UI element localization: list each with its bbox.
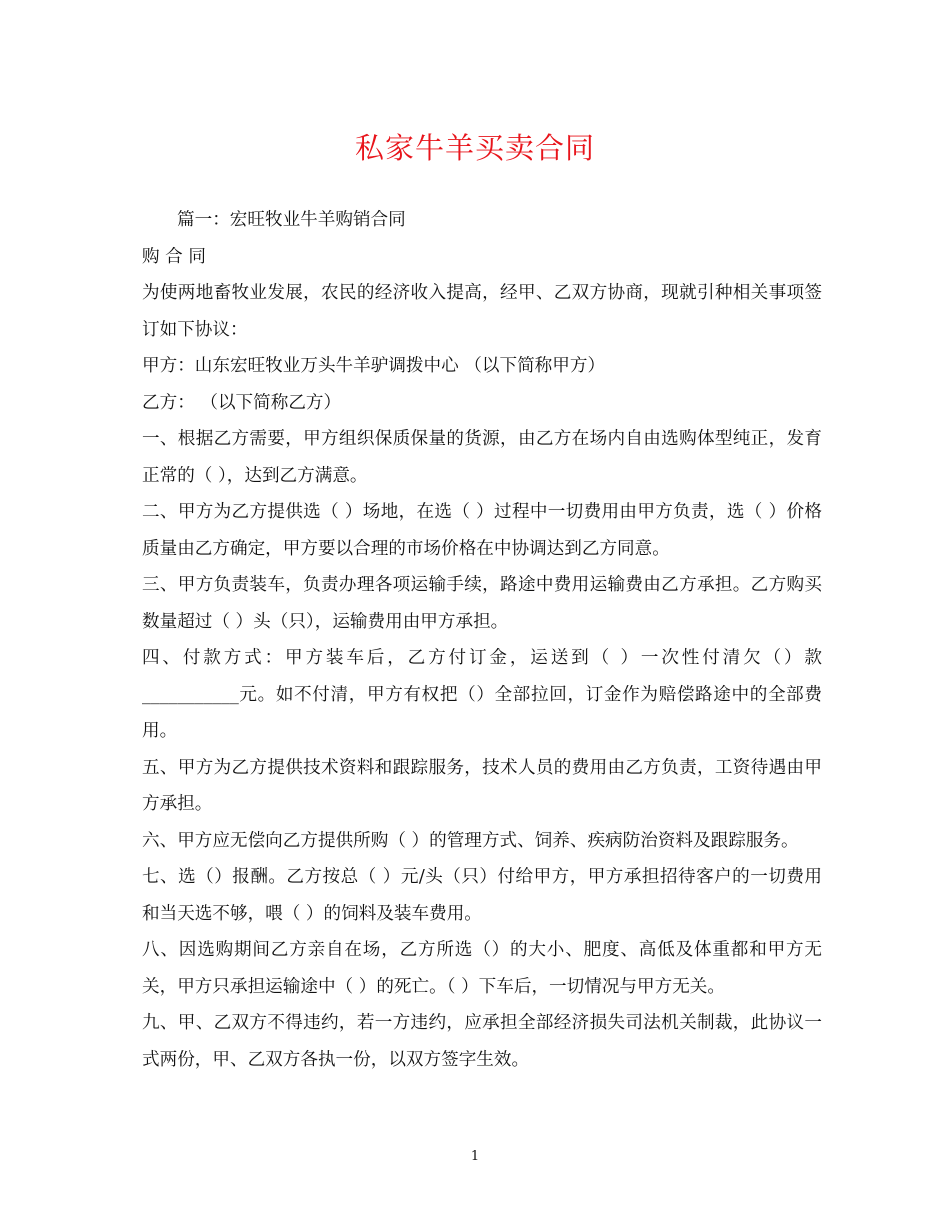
document-title: 私家牛羊买卖合同 <box>354 131 595 165</box>
clause-7: 七、选（）报酬。乙方按总（ ）元/头（只）付给甲方，甲方承担招待客户的一切费用和当天选不够，喂（ ）的饲料及装车费用。 <box>142 867 822 924</box>
clause-3: 三、甲方负责装车，负责办理各项运输手续，路途中费用运输费由乙方承担。乙方购买数量超过（ ）头（只），运输费用由甲方承担。 <box>142 575 822 632</box>
clause-2: 二、甲方为乙方提供选（ ）场地，在选（ ）过程中一切费用由甲方负责，选（ ）价格质量由乙方确定，甲方要以合理的市场价格在中协调达到乙方同意。 <box>142 502 822 559</box>
clause-6: 六、甲方应无偿向乙方提供所购（ ）的管理方式、饲养、疾病防治资料及跟踪服务。 <box>142 830 799 851</box>
party-a-line: 甲方：山东宏旺牧业万头牛羊驴调拨中心 （以下简称甲方） <box>142 356 606 376</box>
clause-9: 九、甲、乙双方不得违约，若一方违约，应承担全部经济损失司法机关制裁，此协议一式两份，甲、乙双方各执一份，以双方签字生效。 <box>142 1013 822 1070</box>
party-b-line: 乙方： （以下简称乙方） <box>142 392 342 413</box>
clause-4: 四、付款方式：甲方装车后，乙方付订金，运送到（ ）一次性付清欠（）款___________元。如不付清，甲方有权把（）全部拉回，订金作为赔偿路途中的全部费用。 <box>142 648 822 741</box>
section-heading: 篇一：宏旺牧业牛羊购销合同 <box>177 210 406 230</box>
clause-1: 一、根据乙方需要，甲方组织保质保量的货源，由乙方在场内自由选购体型纯正，发育正常的（ ），达到乙方满意。 <box>142 429 822 486</box>
clause-5: 五、甲方为乙方提供技术资料和跟踪服务，技术人员的费用由乙方负责，工资待遇由甲方承担。 <box>142 757 822 814</box>
document-body <box>142 202 822 1078</box>
contract-heading: 购 合 同 <box>142 246 206 267</box>
clause-8: 八、因选购期间乙方亲自在场，乙方所选（）的大小、肥度、高低及体重都和甲方无关，甲方只承担运输途中（ ）的死亡。（ ）下车后，一切情况与甲方无关。 <box>142 940 822 997</box>
page-number: 1 <box>470 1149 480 1164</box>
preamble-paragraph: 为使两地畜牧业发展，农民的经济收入提高，经甲、乙双方协商，现就引种相关事项签订如下协议： <box>142 283 822 340</box>
